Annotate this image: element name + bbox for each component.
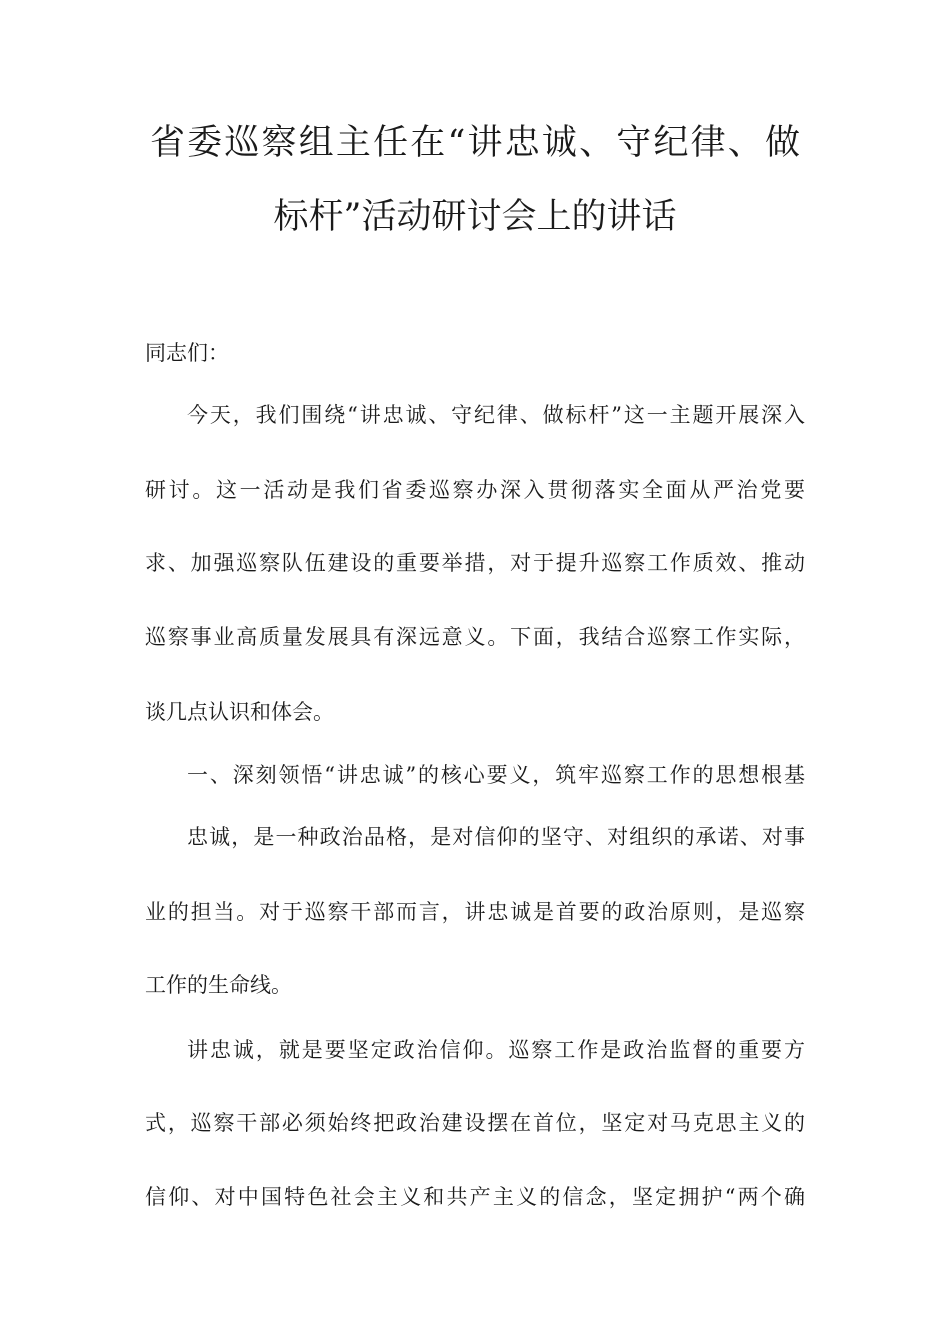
paragraph-line: 忠诚，是一种政治品格，是对信仰的坚守、对组织的承诺、对事	[187, 825, 805, 849]
paragraph-line: 工作的生命线。	[145, 973, 292, 997]
paragraph-line: 式，巡察干部必须始终把政治建设摆在首位，坚定对马克思主义的	[145, 1111, 805, 1135]
salutation: 同志们：	[145, 341, 229, 365]
paragraph-line: 今天，我们围绕“讲忠诚、守纪律、做标杆”这一主题开展深入	[187, 403, 805, 427]
paragraph-line: 巡察事业高质量发展具有深远意义。下面，我结合巡察工作实际，	[145, 625, 805, 649]
paragraph-line: 信仰、对中国特色社会主义和共产主义的信念，坚定拥护“两个确	[145, 1185, 805, 1209]
document-title-line-1: 省委巡察组主任在“讲忠诚、守纪律、做	[150, 123, 800, 163]
paragraph-line: 谈几点认识和体会。	[145, 700, 334, 724]
paragraph-line: 求、加强巡察队伍建设的重要举措，对于提升巡察工作质效、推动	[145, 551, 805, 575]
paragraph-line: 业的担当。对于巡察干部而言，讲忠诚是首要的政治原则，是巡察	[145, 900, 805, 924]
document-title-line-2: 标杆”活动研讨会上的讲话	[273, 197, 677, 237]
paragraph-line: 研讨。这一活动是我们省委巡察办深入贯彻落实全面从严治党要	[145, 478, 805, 502]
paragraph-line: 讲忠诚，就是要坚定政治信仰。巡察工作是政治监督的重要方	[187, 1038, 805, 1062]
section-heading: 一、深刻领悟“讲忠诚”的核心要义，筑牢巡察工作的思想根基	[187, 763, 805, 787]
